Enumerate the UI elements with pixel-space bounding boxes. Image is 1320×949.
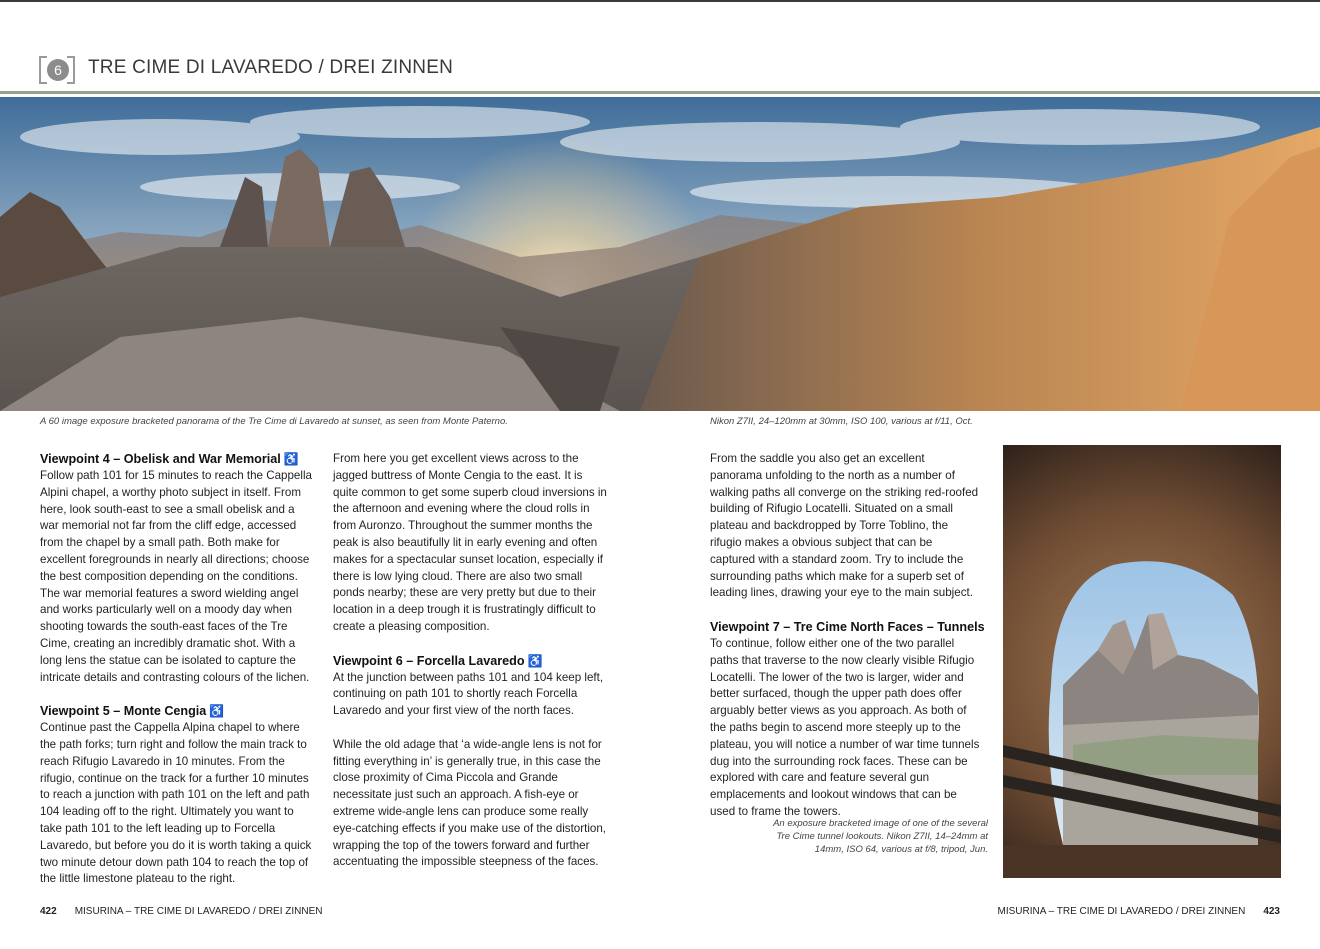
panorama-caption: A 60 image exposure bracketed panorama of the Tre Cime di Lavaredo at sunset, as seen from Monte Paterno. bbox=[40, 416, 508, 427]
footer-title-left: MISURINA – TRE CIME DI LAVAREDO / DREI ZINNEN bbox=[74, 906, 323, 917]
viewpoint-5-title: Viewpoint 5 – Monte Cengia bbox=[40, 704, 207, 719]
page-number-left: 422 bbox=[40, 906, 57, 917]
monte-cengia-text: From here you get excellent views across to the jagged buttress of Monte Cengia to the east. It is quite common to get some superb cloud inversions in the afternoon and evening where the cloud rolls in from Auronzo. Throughout the summer months the peak is also beautifully lit in early evening and often makes for a spectacular sunset location, especially if there is low lying cloud. There are also two small ponds nearby; these are very pretty but due to their location in a deep trough it is frustratingly difficult to create a pleasing composition. bbox=[333, 452, 607, 633]
page-number-right: 423 bbox=[1263, 906, 1280, 917]
text-column-3 bbox=[710, 451, 985, 821]
footer-left bbox=[40, 906, 323, 917]
viewpoint-6-text: At the junction between paths 101 and 104 keep left, continuing on path 101 to shortly reach Forcella Lavaredo and your first view of the north faces. bbox=[333, 670, 604, 718]
viewpoint-7-heading: Viewpoint 7 – Tre Cime North Faces – Tunnels bbox=[710, 619, 985, 634]
footer-right bbox=[997, 906, 1280, 917]
panorama-photo bbox=[0, 97, 1320, 411]
viewpoint-4-text: Follow path 101 for 15 minutes to reach the Cappella Alpini chapel, a worthy photo subject in itself. From here, look south-east to see a small obelisk and a war memorial not far from the cliff edge, accessed from the chapel by a small path. Both make for excellent foregrounds in nearly all directions; choose the best composition depending on the conditions. The war memorial features a sword wielding angel and works particularly well on a moody day when shooting towards the south-east faces of the Tre Cime, creating an incredibly dramatic shot. With a long lens the statue can be isolated to capture the intricate details and contrasting colours of the lichen. bbox=[40, 469, 312, 684]
panorama-camera-settings: Nikon Z7II, 24–120mm at 30mm, ISO 100, various at f/11, Oct. bbox=[710, 416, 973, 427]
viewpoint-7-text: To continue, follow either one of the two parallel paths that traverse to the now clearly visible Rifugio Locatelli. The lower of the two is larger, wider and better surfaced, though the upper path does offer arguably better views as you approach. As both of the paths begin to ascend more steeply up to the plateau, you will notice a number of war time tunnels dug into the surrounding rock faces. These can be explored with care and feature several gun emplacements and lookout windows that can be used to frame the towers. bbox=[710, 636, 980, 818]
page-header bbox=[0, 50, 1320, 92]
viewpoint-4-title: Viewpoint 4 – Obelisk and War Memorial bbox=[40, 452, 281, 466]
wheelchair-icon: ♿ bbox=[283, 452, 299, 466]
viewpoint-5-heading bbox=[40, 703, 312, 720]
viewpoint-5-text: Continue past the Cappella Alpina chapel to where the path forks; turn right and follow the main track to reach Rifugio Lavaredo in 10 minutes. From the rifugio, continue on the track for a further 10 minutes to reach a junction with path 101 on the left and path 104 leading off to the right. Ultimately you want to take path 101 to the left leading up to Forcella Lavaredo, but before you do it is worth taking a quick two minute detour down path 104 to reach the top of the little limestone plateau to the right. bbox=[40, 721, 312, 886]
viewpoint-6-heading bbox=[333, 653, 610, 670]
viewpoint-4-heading bbox=[40, 451, 312, 468]
text-column-1 bbox=[40, 451, 312, 888]
chapter-badge bbox=[39, 56, 75, 84]
wheelchair-icon: ♿ bbox=[209, 704, 225, 719]
bracket-right bbox=[67, 56, 75, 84]
page-title: TRE CIME DI LAVAREDO / DREI ZINNEN bbox=[88, 57, 454, 78]
header-rule bbox=[0, 91, 1320, 94]
wheelchair-icon: ♿ bbox=[527, 653, 543, 668]
saddle-text: From the saddle you also get an excellent panorama unfolding to the north as a number of walking paths all converge on the striking red-roofed building of Rifugio Locatelli. Situated on a small plateau and backdropped by Torre Toblino, the rifugio makes a obvious subject that can be captured with a standard zoom. Try to include the surrounding paths which make for a superb set of leading lines, drawing your eye to the main subject. bbox=[710, 452, 979, 600]
tunnel-photo bbox=[1003, 445, 1281, 878]
top-rule bbox=[0, 0, 1320, 2]
chapter-number: 6 bbox=[47, 59, 69, 81]
tunnel-caption: An exposure bracketed image of one of the several Tre Cime tunnel lookouts. Nikon Z7II, 14–24mm at 14mm, ISO 64, various at f/8, tripod, Jun. bbox=[773, 818, 988, 855]
text-column-2 bbox=[333, 451, 610, 871]
footer-title-right: MISURINA – TRE CIME DI LAVAREDO / DREI ZINNEN bbox=[997, 906, 1246, 917]
viewpoint-6-title: Viewpoint 6 – Forcella Lavaredo bbox=[333, 653, 525, 668]
bracket-left bbox=[39, 56, 47, 84]
wide-angle-text: While the old adage that ‘a wide-angle lens is not for fitting everything in’ is generally true, in this case the close proximity of Cima Piccola and Grande necessitate just such an approach. A fish-eye or extreme wide-angle lens can produce some really eye-catching effects if you make use of the distortion, wrapping the top of the towers forward and further accentuating the impossible steepness of the faces. bbox=[333, 737, 607, 869]
